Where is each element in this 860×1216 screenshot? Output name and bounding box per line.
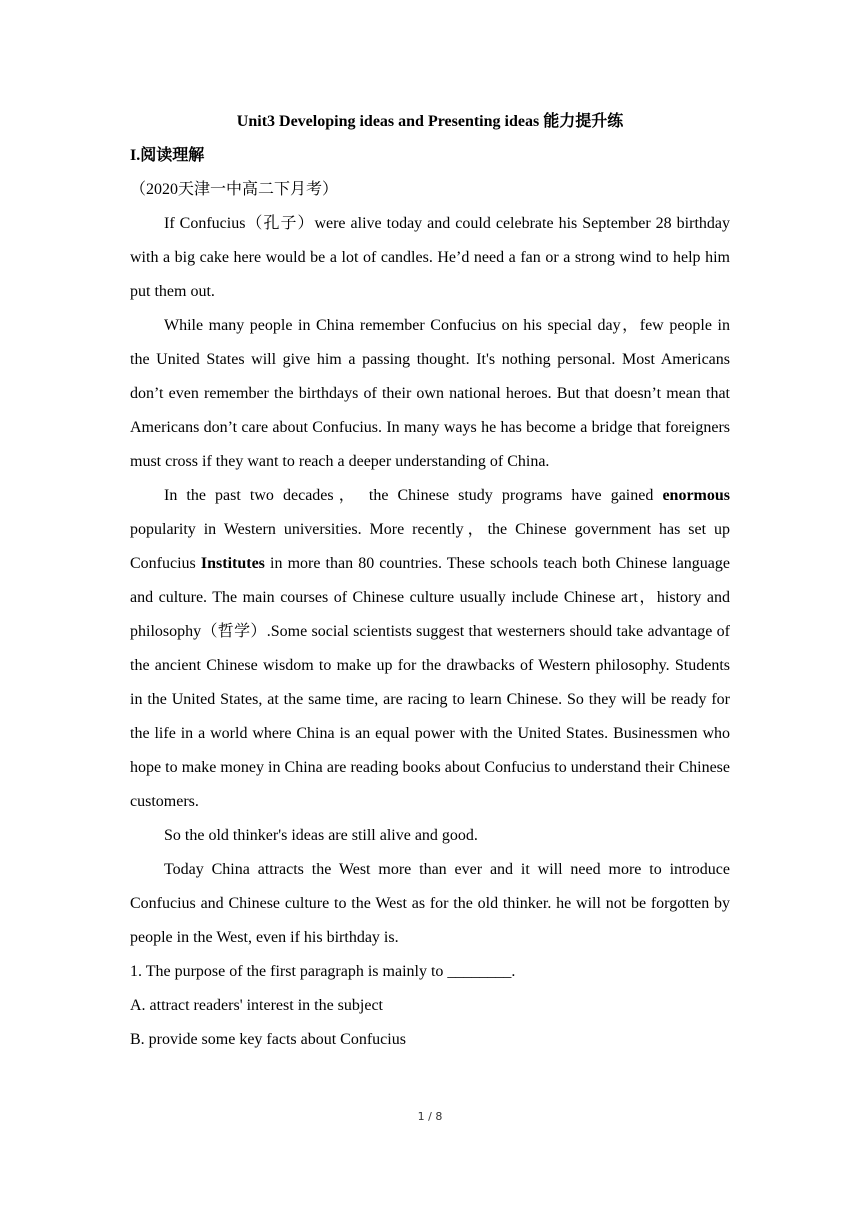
source-note: （2020天津一中高二下月考） [130,181,339,198]
paragraph-1: If Confucius（孔子）were alive today and could celebrate his September 28 birthday with a big cake here would be a lot of candles. He’d need a fan or a strong wind to help him put them out. [130,215,730,300]
question-1-option-a: A. attract readers' interest in the subject [130,997,383,1014]
vocab-institutes: Institutes [200,555,265,572]
document-body [130,105,730,1057]
question-1-stem: 1. The purpose of the first paragraph is mainly to ________. [130,963,516,980]
paragraph-3-text-c: in more than 80 countries. These schools teach both Chinese language and culture. The main courses of Chinese culture usually include Chinese art，history and philosophy（哲学）.Some social scientists suggest that westerners should take advantage of the ancient Chinese wisdom to make up for the drawbacks of Western philosophy. Students in the United States, at the same time, are racing to learn Chinese. So they will be ready for the life in a world where China is an equal power with the United States. Businessmen who hope to make money in China are reading books about Confucius to understand their Chinese customers. [130,555,731,810]
paragraph-2: While many people in China remember Confucius on his special day，few people in the United States will give him a passing thought. It's nothing personal. Most Americans don’t even remember the birthdays of their own national heroes. But that doesn’t mean that Americans don’t care about Confucius. In many ways he has become a bridge that foreigners must cross if they want to reach a deeper understanding of China. [130,317,730,470]
question-1-option-b: B. provide some key facts about Confucius [130,1031,406,1048]
paragraph-3 [130,479,730,819]
paragraph-4: So the old thinker's ideas are still alive and good. [164,827,478,844]
section-heading: I.阅读理解 [130,147,205,164]
paragraph-3-text-a: In the past two decades， the Chinese study programs have gained [164,487,663,504]
document-title: Unit3 Developing ideas and Presenting ideas 能力提升练 [236,113,624,130]
page-number: 1 / 8 [417,1110,443,1123]
paragraph-5: Today China attracts the West more than ever and it will need more to introduce Confucius and Chinese culture to the West as for the old thinker. he will not be forgotten by people in the West, even if his birthday is. [130,861,730,946]
vocab-enormous: enormous [662,487,730,504]
paragraph-3-text-b: popularity in Western universities. More recently，the Chinese government has set up Confucius [130,521,730,572]
